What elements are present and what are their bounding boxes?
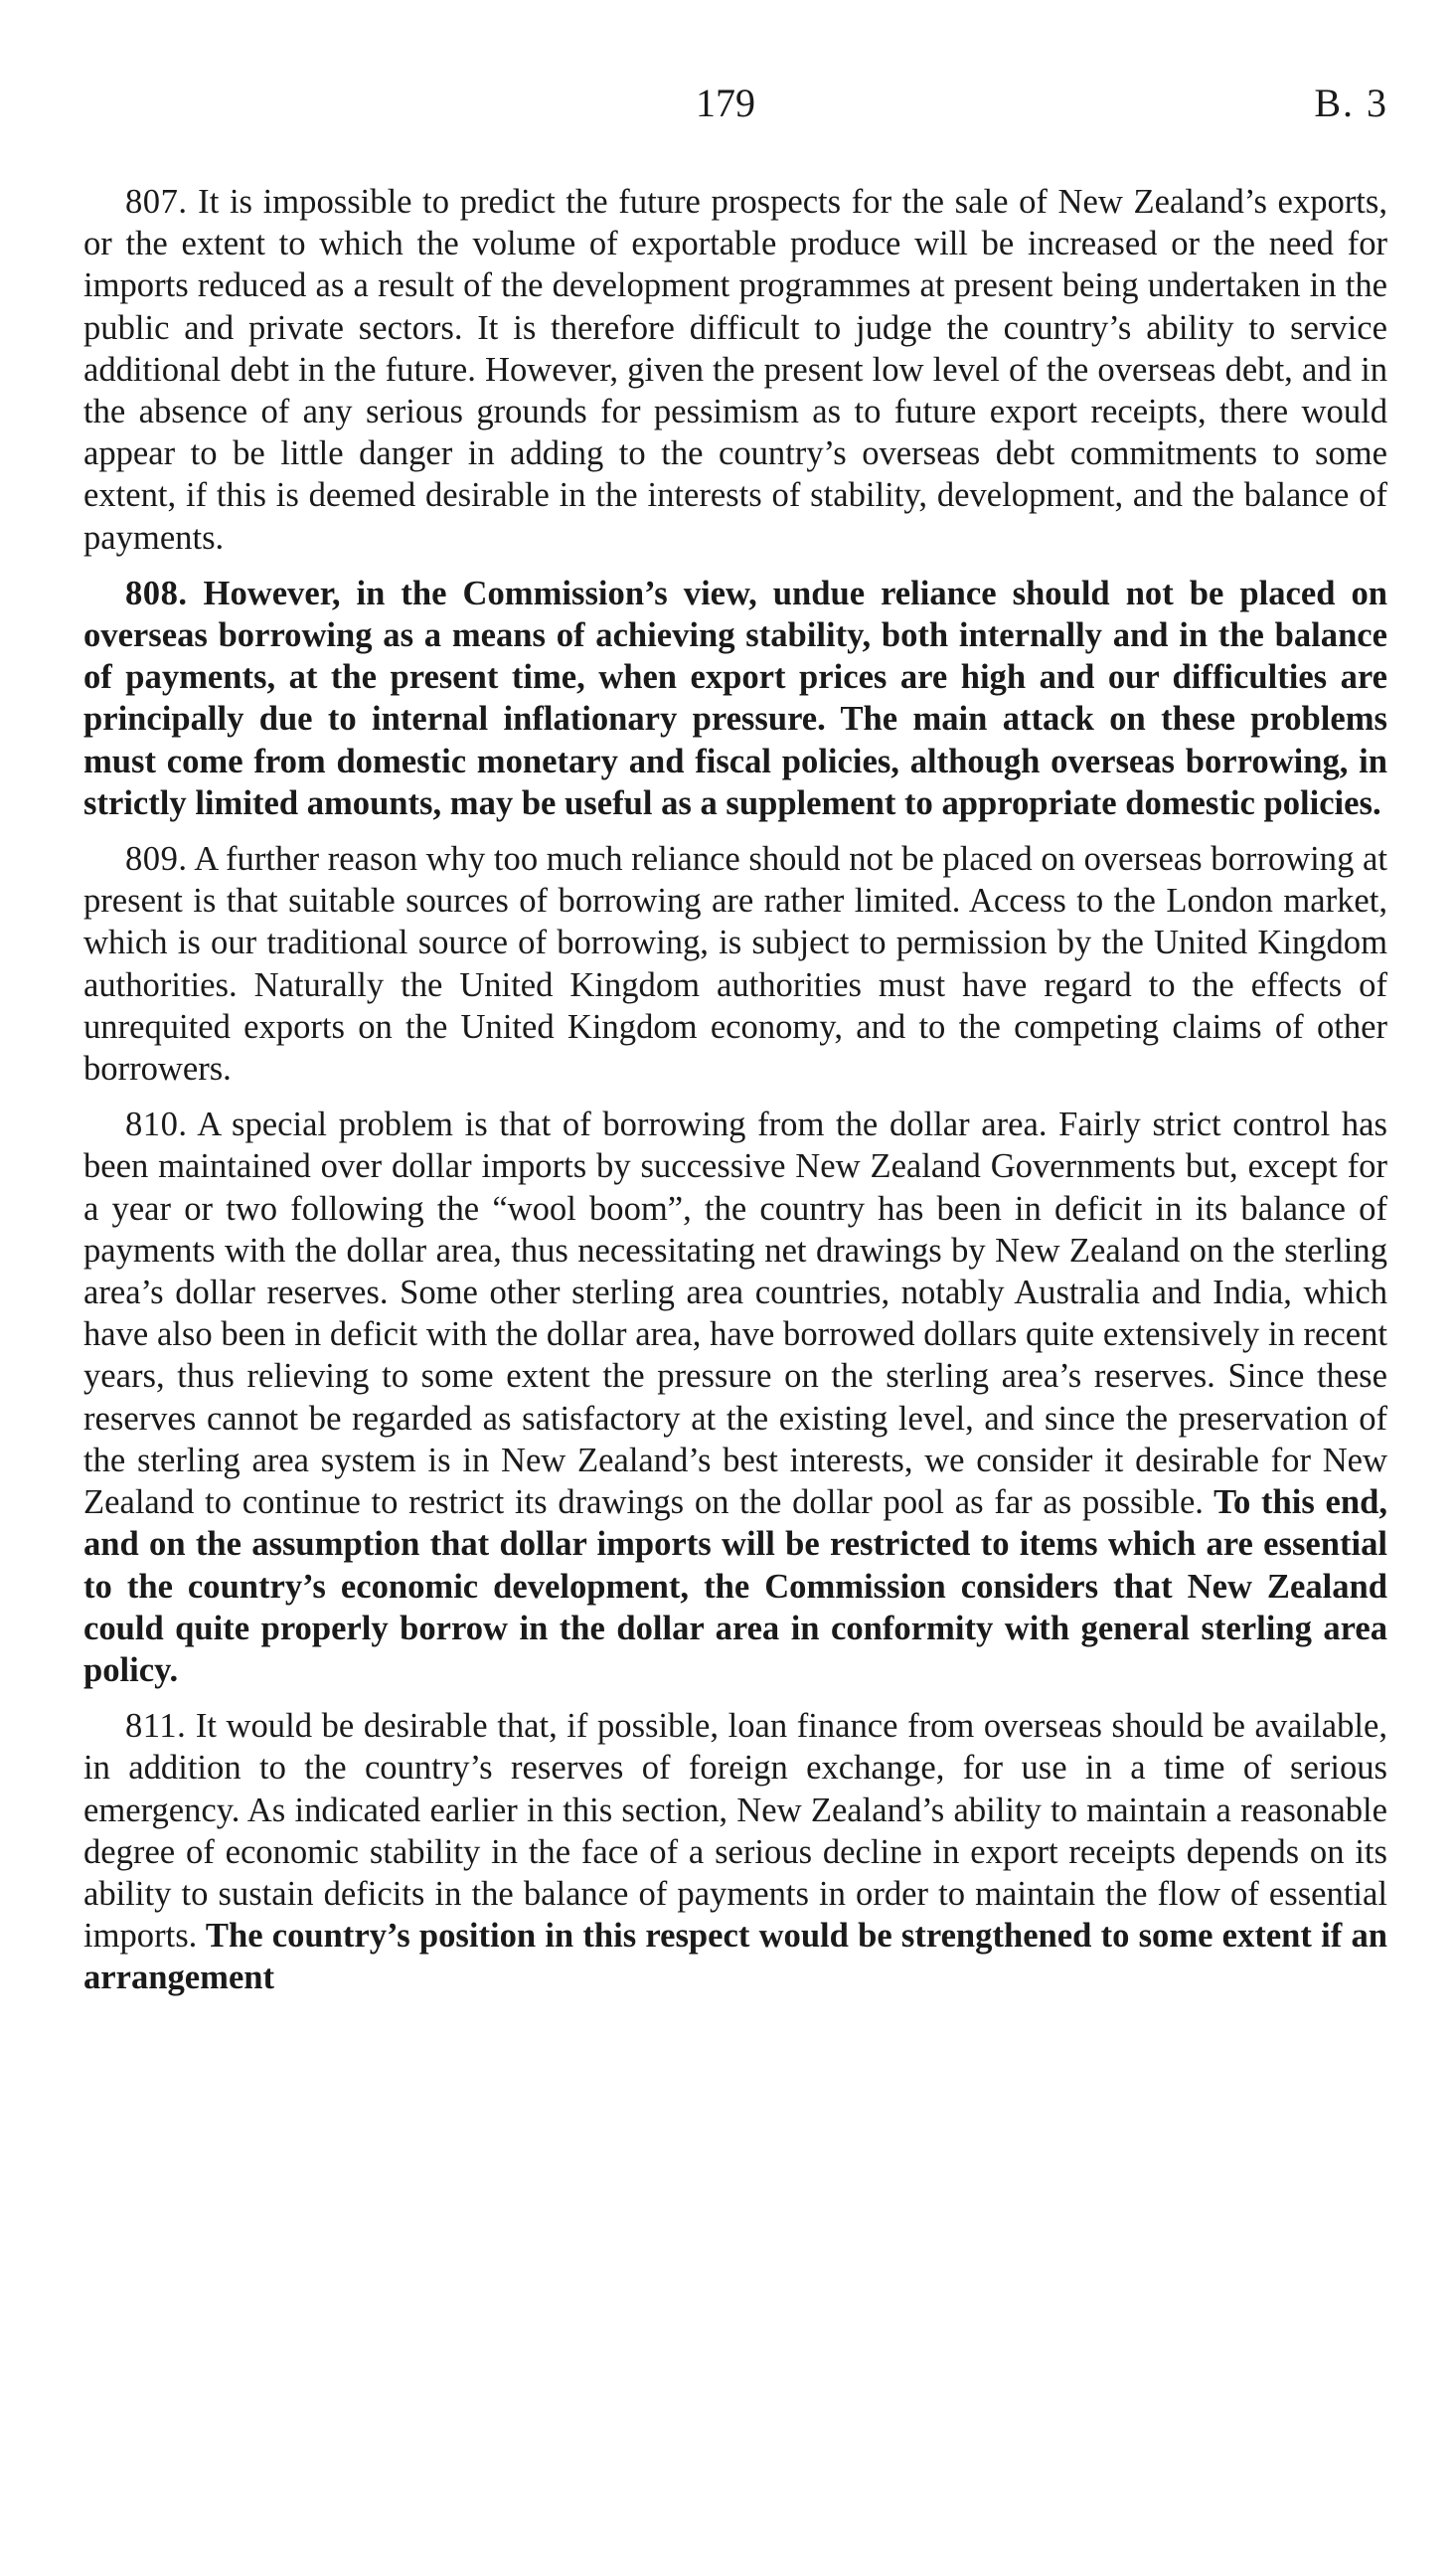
- paragraph-810: [83, 1104, 1387, 1691]
- paragraph-number: 807.: [125, 183, 188, 221]
- paragraph-number: 811.: [125, 1707, 187, 1746]
- body-text: [83, 181, 1387, 2013]
- page-header: [0, 80, 1456, 139]
- paragraph-811: [83, 1705, 1387, 1998]
- paragraph-bold-text: However, in the Commission’s view, undue reliance should not be placed on overseas borrowing as a means of achieving stability, both internally and in the balance of payments, at the present time, when export prices are high and our difficulties are principally due to internal inflationary pressure. The main attack on these problems must come from domestic monetary and fiscal policies, although overseas borrowing, in strictly limited amounts, may be useful as a supplement to appropriate domestic policies.: [83, 574, 1387, 822]
- paragraph-text: It is impossible to predict the future prospects for the sale of New Zealand’s exports, or the extent to which the volume of exportable produce will be increased or the need for imports reduced as a result of the development programmes at present being undertaken in the public and private sectors. It is therefore difficult to judge the country’s ability to service additional debt in the future. However, given the present low level of the overseas debt, and in the absence of any serious grounds for pessimism as to future export receipts, there would appear to be little danger in adding to the country’s overseas debt commitments to some extent, if this is deemed desirable in the interests of stability, development, and the balance of payments.: [83, 183, 1387, 557]
- paragraph-number: 810.: [125, 1106, 188, 1144]
- paragraph-text: A further reason why too much reliance should not be placed on overseas borrowing at present is that suitable sources of borrowing are rather limited. Access to the London market, which is our traditional source of borrowing, is subject to permission by the United Kingdom authorities. Naturally the United Kingdom authorities must have regard to the effects of unrequited exports on the United Kingdom economy, and to the competing claims of other borrowers.: [83, 840, 1387, 1089]
- paragraph-text: A special problem is that of borrowing from the dollar area. Fairly strict control has been maintained over dollar imports by successive New Zealand Governments but, except for a year or two following the “wool boom”, the country has been in deficit in its balance of payments with the dollar area, thus necessitating net drawings by New Zealand on the sterling area’s dollar reserves. Some other sterling area countries, notably Australia and India, which have also been in deficit with the dollar area, have borrowed dollars quite extensively in recent years, thus relieving to some extent the pressure on the sterling area’s reserves. Since these reserves cannot be regarded as satisfactory at the existing level, and since the preservation of the sterling area system is in New Zealand’s best interests, we consider it desirable for New Zealand to continue to restrict its drawings on the dollar pool as far as possible.: [83, 1106, 1387, 1522]
- paragraph-number: 808.: [125, 574, 188, 612]
- paragraph-number: 809.: [125, 840, 188, 879]
- paragraph-text: It would be desirable that, if possible, loan finance from overseas should be available, in addition to the country’s reserves of foreign exchange, for use in a time of serious emergency. As indicated earlier in this section, New Zealand’s ability to maintain a reasonable degree of economic stability in the face of a serious decline in export receipts depends on its ability to sustain deficits in the balance of payments in order to maintain the flow of essential imports.: [83, 1707, 1387, 1956]
- paragraph-808: [83, 573, 1387, 824]
- paragraph-807: [83, 181, 1387, 559]
- page-number: 179: [696, 81, 755, 125]
- paragraph-bold-text: To this end, and on the assumption that dollar imports will be restricted to items which are essential to the country’s economic development, the Commission considers that New Zealand could quite properly borrow in the dollar area in conformity with general sterling area policy.: [83, 1483, 1387, 1689]
- document-reference: B. 3: [1314, 81, 1388, 125]
- paragraph-bold-text: The country’s position in this respect would be strengthened to some extent if an arrangement: [83, 1917, 1387, 1997]
- paragraph-809: [83, 838, 1387, 1090]
